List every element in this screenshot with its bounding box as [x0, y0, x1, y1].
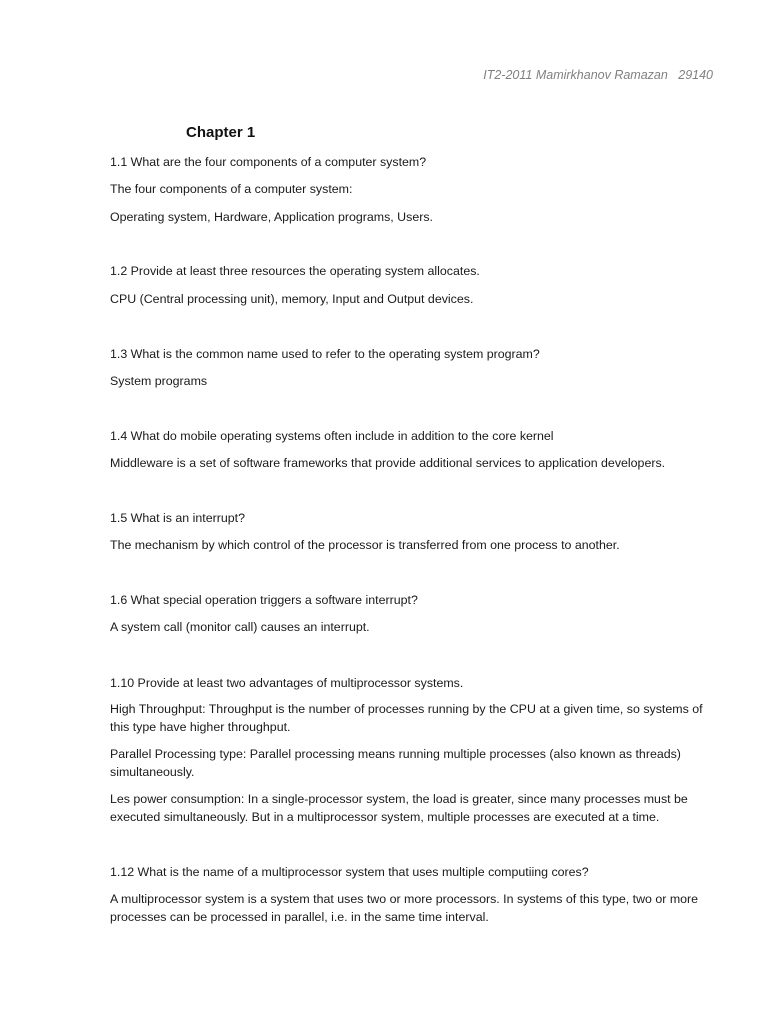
question-1-10: 1.10 Provide at least two advantages of multiprocessor systems. — [110, 676, 464, 690]
answer-1-3: System programs — [110, 374, 208, 388]
question-1-12: 1.12 What is the name of a multiprocessor system that uses multiple computiing cores? — [110, 865, 589, 879]
answer-1-10-b: Parallel Processing type: Parallel processing means running multiple processes (also known as threads) simultaneously. — [110, 747, 681, 779]
question-1-3: 1.3 What is the common name used to refer to the operating system program? — [110, 347, 540, 361]
question-1-6: 1.6 What special operation triggers a software interrupt? — [110, 593, 418, 607]
question-1-1: 1.1 What are the four components of a computer system? — [110, 155, 427, 169]
question-1-5: 1.5 What is an interrupt? — [110, 511, 245, 525]
answer-1-6: A system call (monitor call) causes an interrupt. — [110, 620, 370, 634]
chapter-title: Chapter 1 — [186, 124, 256, 141]
answer-1-1-a: The four components of a computer system: — [110, 182, 353, 196]
page-header: IT2-2011 Mamirkhanov Ramazan 29140 — [483, 68, 713, 82]
answer-1-4: Middleware is a set of software frameworks that provide additional services to application developers. — [110, 456, 666, 470]
question-1-2: 1.2 Provide at least three resources the operating system allocates. — [110, 264, 480, 278]
answer-1-5: The mechanism by which control of the processor is transferred from one process to another. — [110, 538, 620, 552]
answer-1-12: A multiprocessor system is a system that uses two or more processors. In systems of this type, two or more processes can be processed in parallel, i.e. in the same time interval. — [110, 892, 699, 924]
answer-1-10-a: High Throughput: Throughput is the number of processes running by the CPU at a given time, so systems of this type have higher throughput. — [110, 702, 703, 734]
answer-1-1-b: Operating system, Hardware, Application programs, Users. — [110, 210, 433, 224]
answer-1-2: CPU (Central processing unit), memory, Input and Output devices. — [110, 292, 474, 306]
answer-1-10-c: Les power consumption: In a single-processor system, the load is greater, since many processes must be executed simultaneously. But in a multiprocessor system, multiple processes are executed at a time. — [110, 792, 688, 824]
question-1-4: 1.4 What do mobile operating systems often include in addition to the core kernel — [110, 429, 554, 443]
